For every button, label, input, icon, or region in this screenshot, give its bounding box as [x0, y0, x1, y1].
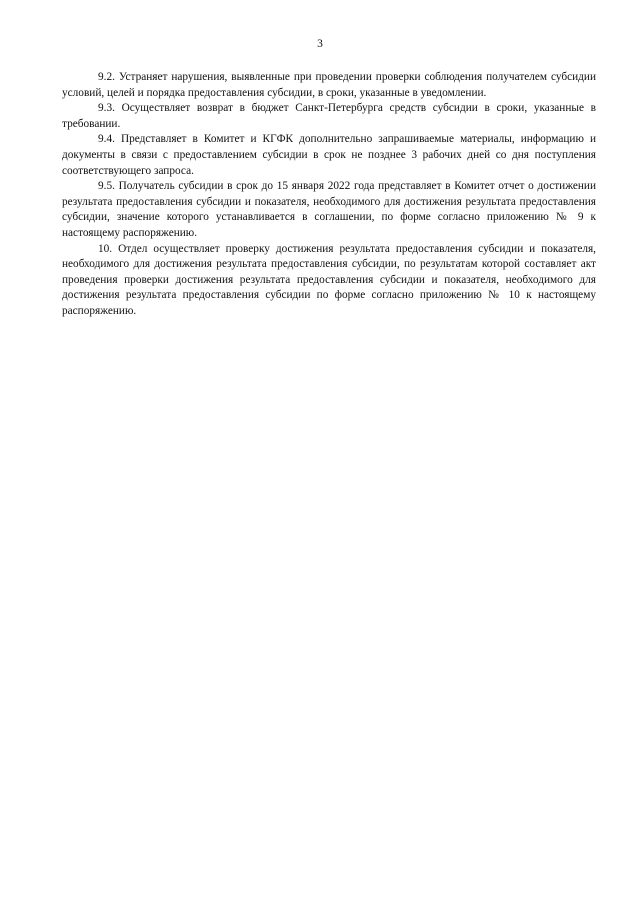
- paragraph-9-2: 9.2. Устраняет нарушения, выявленные при проведении проверки соблюдения получателем субсидии условий, целей и порядка предоставления субсидии, в сроки, указанные в уведомлении.: [62, 71, 596, 99]
- page-number: 3: [317, 38, 323, 50]
- paragraph-9-3: 9.3. Осуществляет возврат в бюджет Санкт-Петербурга средств субсидии в сроки, указанные в требовании.: [62, 102, 596, 130]
- document-body: [62, 70, 596, 320]
- paragraph-9-4: 9.4. Представляет в Комитет и КГФК дополнительно запрашиваемые материалы, информацию и документы в связи с предоставлением субсидии в срок не позднее 3 рабочих дней со дня поступления соответствующего запроса.: [62, 133, 596, 177]
- paragraph-10: 10. Отдел осуществляет проверку достижения результата предоставления субсидии и показателя, необходимого для достижения результата предоставления субсидии, по результатам которой составляет акт проведения проверки достижения результата предоставления субсидии и показателя, необходимого для достижения результата предоставления субсидии по форме согласно приложению № 10 к настоящему распоряжению.: [62, 242, 596, 317]
- paragraph-9-5: 9.5. Получатель субсидии в срок до 15 января 2022 года представляет в Комитет отчет о достижении результата предоставления субсидии и показателя, необходимого для достижения результата предоставления субсидии, значение которого устанавливается в соглашении, по форме согласно приложению № 9 к настоящему распоряжению.: [62, 180, 596, 239]
